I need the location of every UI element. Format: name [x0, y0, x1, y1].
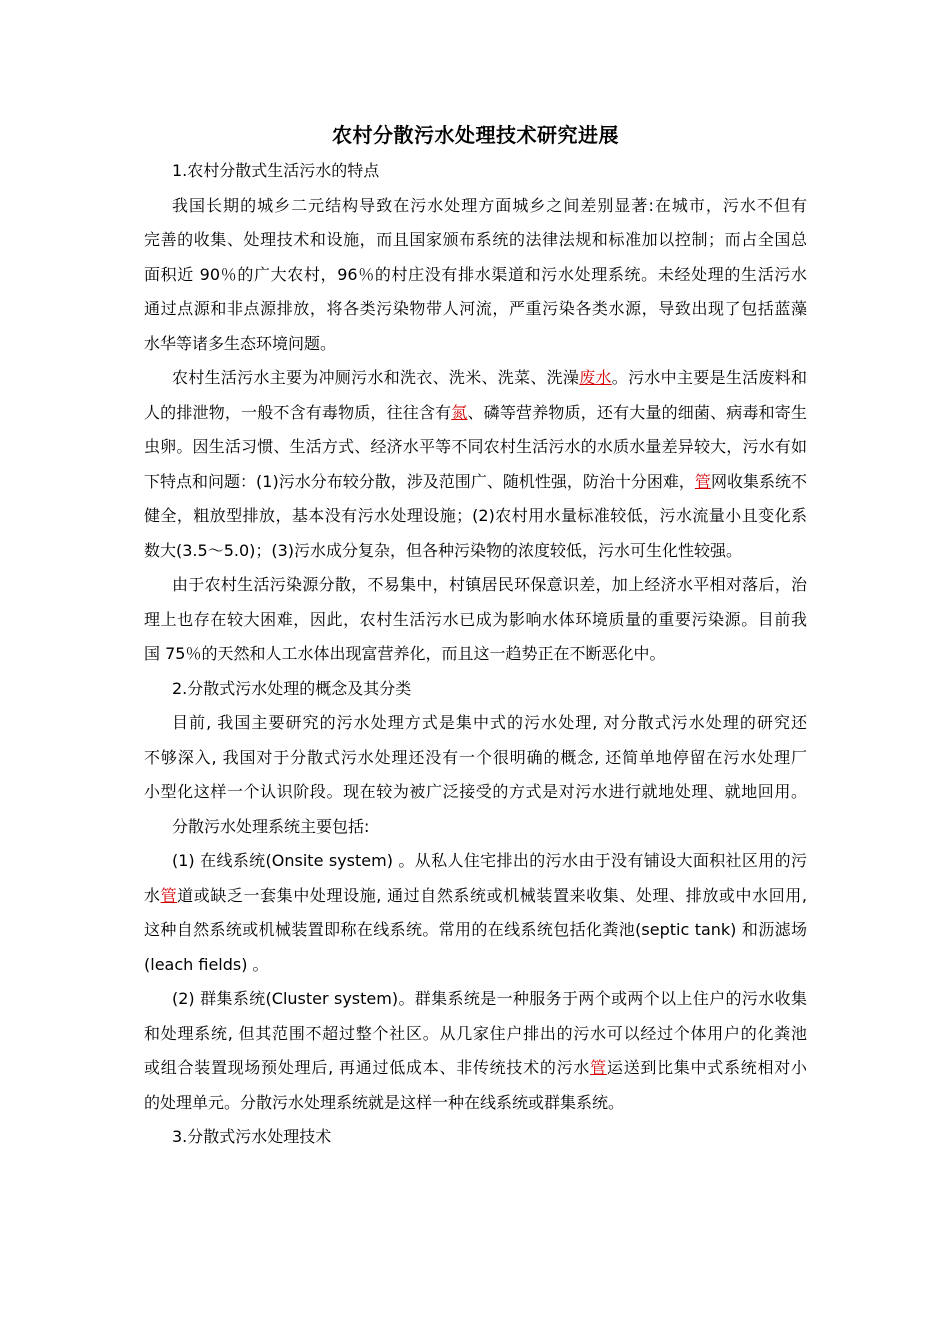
paragraph-line: (1) 在线系统(Onsite system) 。从私人住宅排出的污水由于没有铺设大面积社区用的污	[172, 851, 807, 870]
paragraph-line	[144, 361, 807, 396]
paragraph-line: 的处理单元。分散污水处理系统就是这样一种在线系统或群集系统。	[144, 1092, 625, 1112]
paragraph-7	[144, 982, 807, 1120]
text-run: 。污水中主要是生活废料和	[611, 368, 807, 387]
text-run: 、磷等营养物质，还有大量的细菌、病毒和寄生	[467, 402, 807, 422]
paragraph-line: 由于农村生活污染源分散，不易集中，村镇居民环保意识差，加上经济水平相对落后，治	[172, 575, 807, 594]
text-run: 道或缺乏一套集中处理设施, 通过自然系统或机械装置来收集、处理、排放或中水回用,	[177, 885, 807, 905]
paragraph-line: (2) 群集系统(Cluster system)。群集系统是一种服务于两个或两个以上住户的污水收集	[172, 989, 807, 1008]
section-heading-2: 2.分散式污水处理的概念及其分类	[172, 678, 412, 698]
paragraph-4	[144, 706, 807, 810]
text-run: 网收集系统不	[710, 471, 807, 491]
paragraph-line	[144, 465, 807, 500]
text-run: 人的排泄物，一般不含有毒物质，往往含有	[144, 402, 452, 422]
paragraph-line: 我国长期的城乡二元结构导致在污水处理方面城乡之间差别显著:在城市，污水不但有	[172, 195, 807, 215]
section-heading-3: 3.分散式污水处理技术	[172, 1127, 332, 1146]
paragraph-line: 水华等诸多生态环境问题。	[144, 333, 337, 353]
document-page	[144, 118, 807, 1155]
text-run: 或组合装置现场预处理后, 再通过低成本、非传统技术的污水	[144, 1058, 591, 1077]
paragraph-3	[144, 568, 807, 672]
paragraph-line: 国 75％的天然和人工水体出现富营养化，而且这一趋势正在不断恶化中。	[144, 644, 666, 663]
paragraph-line: 不够深入, 我国对于分散式污水处理还没有一个很明确的概念, 还简单地停留在污水处理厂	[144, 747, 807, 767]
paragraph-line: 健全，粗放型排放，基本没有污水处理设施；(2)农村用水量标准较低，污水流量小且变化系	[144, 506, 807, 525]
paragraph-line	[144, 396, 807, 431]
paragraph-line: 完善的收集、处理技术和设施，而且国家颁布系统的法律法规和标准加以控制；而占全国总	[144, 230, 807, 249]
text-run: 运送到比集中式系统相对小	[606, 1058, 807, 1077]
paragraph-line: 虫卵。因生活习惯、生活方式、经济水平等不同农村生活污水的水质水量差异较大，污水有如	[144, 437, 807, 456]
paragraph-line: 面积近 90％的广大农村，96％的村庄没有排水渠道和污水处理系统。未经处理的生活污水	[144, 264, 807, 284]
paragraph-line: 通过点源和非点源排放，将各类污染物带人河流，严重污染各类水源，导致出现了包括蓝藻	[144, 299, 807, 318]
paragraph-line: 分散污水处理系统主要包括:	[172, 816, 370, 836]
pipe-link[interactable]: 管	[694, 471, 711, 491]
wastewater-link[interactable]: 废水	[579, 368, 612, 387]
paragraph-line: 这种自然系统或机械装置即称在线系统。常用的在线系统包括化粪池(septic tank) 和沥滤场	[144, 920, 807, 939]
paragraph-line: (leach fields) 。	[144, 954, 269, 974]
paragraph-1	[144, 189, 807, 362]
text-run: 水	[144, 885, 161, 905]
paragraph-line: 数大(3.5～5.0)；(3)污水成分复杂，但各种污染物的浓度较低，污水可生化性较强。	[144, 540, 743, 560]
nitrogen-link[interactable]: 氮	[451, 402, 468, 422]
paragraph-line: 小型化这样一个认识阶段。现在较为被广泛接受的方式是对污水进行就地处理、就地回用。	[144, 782, 807, 801]
pipe-link[interactable]: 管	[160, 885, 178, 905]
paragraph-5	[144, 810, 807, 845]
text-run: 农村生活污水主要为冲厕污水和洗衣、洗米、洗菜、洗澡	[172, 368, 580, 387]
paragraph-6	[144, 844, 807, 982]
section-heading-1: 1.农村分散式生活污水的特点	[172, 161, 380, 180]
document-title: 农村分散污水处理技术研究进展	[332, 123, 619, 147]
paragraph-2	[144, 361, 807, 568]
paragraph-line: 目前, 我国主要研究的污水处理方式是集中式的污水处理, 对分散式污水处理的研究还	[172, 713, 807, 732]
text-run: 下特点和问题：(1)污水分布较分散，涉及范围广、随机性强，防治十分困难，	[144, 471, 695, 491]
pipe-link[interactable]: 管	[590, 1058, 607, 1077]
paragraph-line	[144, 1051, 807, 1086]
paragraph-line: 理上也存在较大困难，因此，农村生活污水已成为影响水体环境质量的重要污染源。目前我	[144, 609, 807, 629]
paragraph-line: 和处理系统, 但其范围不超过整个社区。从几家住户排出的污水可以经过个体用户的化粪池	[144, 1023, 807, 1043]
paragraph-line	[144, 879, 807, 914]
